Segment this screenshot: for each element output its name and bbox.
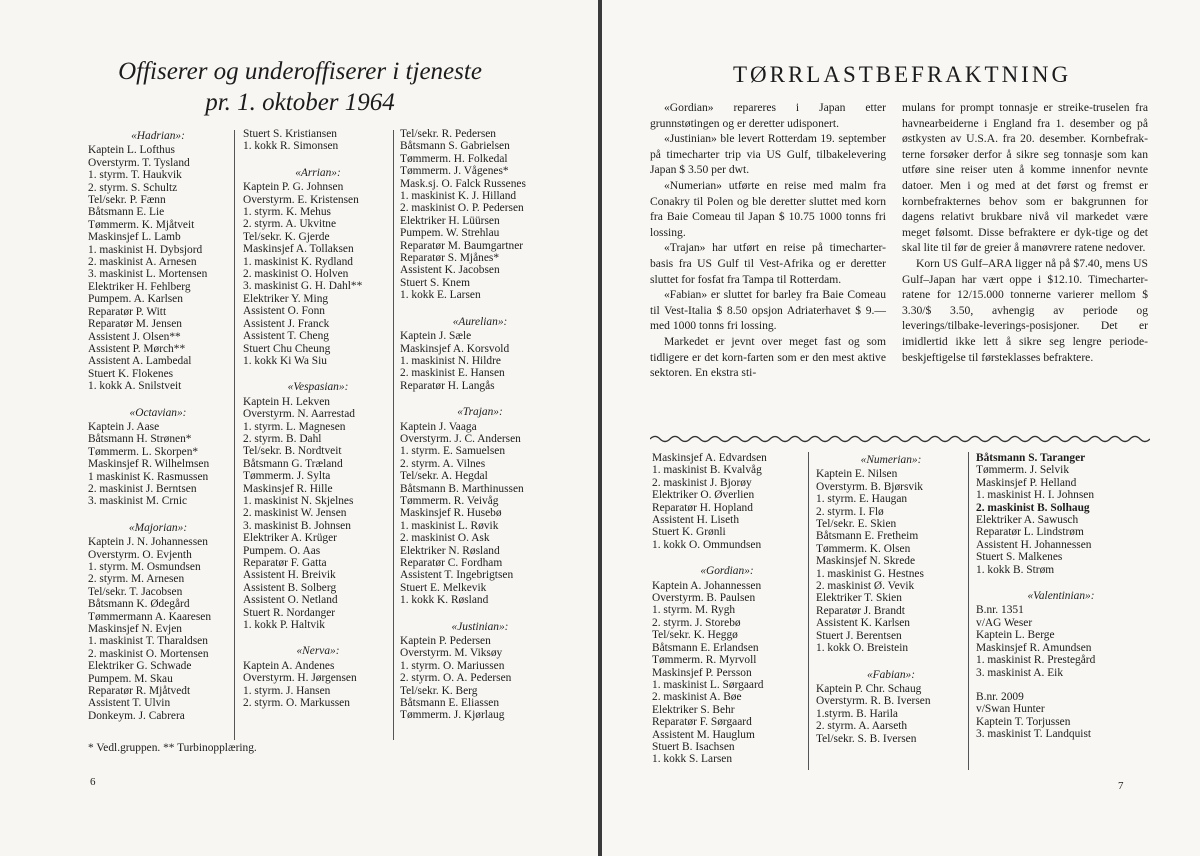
- crew-entry: Tel/sekr. K. Berg: [400, 684, 478, 697]
- crew-entry: Assistent T. Ingebrigtsen: [400, 569, 514, 582]
- crew-entry: Donkeym. J. Cabrera: [88, 709, 185, 722]
- crew-entry: Pumpem. O. Aas: [243, 544, 321, 557]
- crew-entry: 2. maskinist E. Hansen: [400, 367, 505, 380]
- article-column-1: [650, 100, 886, 381]
- crew-entry: 1. kokk Ki Wa Siu: [243, 354, 327, 367]
- article-paragraph: Markedet er jevnt over meget fast og som tidligere er det korn-farten som er den mest aktive sektoren. En ekstra sti-: [650, 334, 886, 380]
- crew-entry: Assistent K. Jacobsen: [400, 264, 500, 277]
- ship-heading: «Hadrian»:: [131, 130, 185, 142]
- page-title-left: [60, 56, 540, 118]
- crew-entry: 3. maskinist T. Landquist: [976, 728, 1092, 741]
- ship-heading: «Gordian»:: [700, 565, 754, 578]
- article-paragraph: «Justinian» ble levert Rotterdam 19. september på timecharter trip via US Gulf, tilbakelevering Japan $ 3.50 per dwt.: [650, 132, 886, 177]
- crew-entry: Maskinsjef N. Evjen: [88, 623, 182, 636]
- column-divider: [234, 130, 235, 740]
- ship-heading: «Octavian»:: [129, 406, 187, 419]
- crew-entry: 1. styrm. O. Mariussen: [400, 659, 505, 672]
- crew-entry: 2. styrm. O. Markussen: [243, 697, 350, 710]
- crew-entry: 1. kokk K. Røsland: [400, 594, 489, 607]
- crew-entry: 1. styrm. J. Hansen: [243, 684, 331, 697]
- column-divider: [968, 452, 969, 770]
- crew-entry: 2. styrm. M. Arnesen: [88, 573, 185, 586]
- crew-entry: Overstyrm. E. Kristensen: [243, 193, 359, 206]
- crew-entry: Maskinsjef A. Edvardsen: [652, 452, 767, 464]
- article-paragraph: «Numerian» utførte en reise med malm fra Conakry til Polen og ble deretter sluttet med korn fra Baie Comeau til Japan $ 10.75 1000 tonns fri lossing.: [650, 178, 886, 239]
- crew-entry: Tel/sekr. T. Jacobsen: [88, 585, 183, 598]
- crew-entry: Maskinsjef A. Korsvold: [400, 342, 510, 355]
- crew-entry: Overstyrm. O. Evjenth: [88, 548, 192, 561]
- spacer: [400, 607, 560, 619]
- crew-entry: Tømmerm. H. Folkedal: [400, 152, 508, 165]
- crew-entry: Kaptein H. Lekven: [243, 395, 330, 408]
- crew-entry: Maskinsjef P. Persson: [652, 666, 752, 679]
- crew-column-4: [652, 452, 802, 766]
- crew-entry: 2. maskinist A. Arnesen: [88, 256, 197, 269]
- crew-entry: 1. maskinist N. Hildre: [400, 354, 501, 367]
- crew-entry: Stuert S. Knem: [400, 276, 470, 289]
- crew-entry: Reparatør M. Baumgartner: [400, 239, 524, 252]
- crew-entry: 2. maskinist O. P. Pedersen: [400, 202, 524, 215]
- crew-entry: 1.styrm. B. Harila: [816, 707, 898, 720]
- crew-entry: Kaptein J. Aase: [88, 420, 160, 433]
- page-number-right: 7: [1118, 780, 1124, 792]
- crew-entry: 2. maskinist O. Holven: [243, 268, 349, 281]
- crew-entry: Kaptein P. G. Johnsen: [243, 181, 344, 194]
- spacer: [400, 392, 560, 404]
- crew-entry: Elektriker H. Lüürsen: [400, 214, 500, 227]
- ship-heading: «Numerian»:: [860, 454, 922, 466]
- crew-column-5: [816, 452, 966, 745]
- crew-entry: Tel/sekr. S. B. Iversen: [816, 732, 917, 745]
- crew-entry: Mask.sj. O. Falck Russenes: [400, 177, 526, 190]
- crew-entry: Assistent O. Netland: [243, 594, 338, 607]
- crew-entry: Stuert B. Isachsen: [652, 740, 735, 753]
- spacer: [976, 576, 1146, 588]
- crew-entry: Tel/sekr. K. Heggø: [652, 629, 738, 642]
- crew-entry: 1. kokk E. Larsen: [400, 289, 481, 302]
- crew-entry: Assistent A. Lambedal: [88, 355, 192, 368]
- crew-column-1: [88, 128, 228, 722]
- crew-entry: Tømmerm. R. Myrvoll: [652, 654, 757, 667]
- crew-entry: 1. maskinist L. Sørgaard: [652, 678, 764, 691]
- crew-entry: Elektriker S. Behr: [652, 703, 735, 716]
- crew-entry: 1. styrm. T. Haukvik: [88, 169, 182, 182]
- crew-entry: Båtsmann E. Lie: [88, 206, 165, 219]
- crew-entry: Elektriker G. Schwade: [88, 660, 192, 673]
- page-title-right: TØRRLASTBEFRAKTNING: [732, 62, 1072, 87]
- crew-entry: Maskinsjef R. Wilhelmsen: [88, 458, 210, 471]
- crew-entry: Reparatør F. Gatta: [243, 557, 327, 569]
- crew-entry: Tel/sekr. R. Pedersen: [400, 128, 497, 140]
- crew-entry: Tømmerm. K. Mjåtveit: [88, 218, 195, 231]
- spacer: [816, 655, 966, 667]
- crew-entry: Kaptein J. N. Johannessen: [88, 536, 208, 549]
- crew-entry: Maskinsjef R. Amundsen: [976, 641, 1092, 654]
- crew-entry: Tømmerm. L. Skorpen*: [88, 445, 199, 458]
- crew-entry: 2. maskinist J. Berntsen: [88, 482, 197, 495]
- crew-entry: 1. maskinist L. Røvik: [400, 519, 499, 532]
- crew-entry: Assistent H. Breivik: [243, 569, 336, 582]
- ship-heading: «Valentinian»:: [1027, 590, 1095, 603]
- crew-entry: 1. maskinist T. Tharaldsen: [88, 635, 208, 648]
- crew-entry: Assistent H. Johannessen: [976, 538, 1092, 551]
- crew-entry: Tømmerm. J. Kjørlaug: [400, 709, 505, 722]
- crew-entry: Overstyrm. N. Aarrestad: [243, 408, 355, 421]
- crew-entry: Assistent O. Fonn: [243, 305, 325, 318]
- crew-entry: v/AG Weser: [976, 616, 1033, 629]
- page-number-left: 6: [90, 776, 96, 788]
- crew-entry: 2. styrm. A. Ukvitne: [243, 218, 337, 231]
- crew-entry: Reparatør F. Sørgaard: [652, 716, 752, 729]
- crew-entry: Kaptein E. Nilsen: [816, 468, 898, 481]
- crew-entry: Tel/sekr. K. Gjerde: [243, 230, 330, 243]
- crew-entry: 1. kokk B. Strøm: [976, 563, 1055, 576]
- crew-entry: Tømmerm. J. Vågenes*: [400, 165, 509, 178]
- crew-entry: B.nr. 1351: [976, 604, 1024, 617]
- crew-entry: 2. styrm. B. Dahl: [243, 432, 322, 445]
- crew-entry: Assistent H. Liseth: [652, 514, 740, 527]
- crew-entry: 1. maskinist N. Skjelnes: [243, 494, 354, 507]
- crew-entry: 1. styrm. E. Samuelsen: [400, 445, 506, 458]
- crew-entry: Stuert Chu Cheung: [243, 342, 331, 355]
- crew-entry: Reparatør H. Hopland: [652, 501, 753, 514]
- crew-column-3: [400, 128, 560, 722]
- crew-entry: 2. maskinist B. Solhaug: [976, 501, 1090, 514]
- crew-entry: 3. maskinist B. Johnsen: [243, 519, 351, 532]
- crew-entry: Kaptein L. Berge: [976, 629, 1055, 642]
- crew-entry: Tømmerm. R. Veivåg: [400, 494, 499, 507]
- crew-entry: Kaptein P. Chr. Schaug: [816, 682, 922, 695]
- crew-entry: 2. maskinist O. Ask: [400, 532, 490, 545]
- crew-entry: 1. maskinist B. Kvalvåg: [652, 464, 762, 477]
- crew-entry: 1. maskinist H. I. Johnsen: [976, 489, 1095, 502]
- crew-entry: 2. styrm. I. Flø: [816, 505, 884, 518]
- crew-entry: Maskinsjef N. Skrede: [816, 555, 916, 568]
- crew-entry: Maskinsjef L. Lamb: [88, 231, 181, 244]
- ship-heading: «Arrian»:: [295, 166, 341, 179]
- right-page: [602, 0, 1200, 856]
- crew-entry: 3. maskinist A. Eik: [976, 666, 1064, 679]
- footnote: * Vedl.gruppen. ** Turbinopplæring.: [88, 742, 257, 754]
- crew-entry: Elektriker H. Fehlberg: [88, 280, 191, 293]
- crew-entry: 2. styrm. S. Schultz: [88, 181, 178, 194]
- crew-entry: v/Swan Hunter: [976, 703, 1045, 716]
- crew-entry: Assistent J. Olsen**: [88, 330, 181, 343]
- crew-entry: Overstyrm. B. Bjørsvik: [816, 480, 923, 493]
- spacer: [243, 153, 393, 165]
- spacer: [976, 679, 1146, 691]
- ship-heading: «Vespasian»:: [287, 381, 349, 394]
- crew-entry: Reparatør H. Langås: [400, 379, 495, 392]
- crew-entry: 1. maskinist K. Rydland: [243, 255, 353, 268]
- crew-entry: Båtsmann E. Eliassen: [400, 697, 500, 710]
- crew-entry: Reparatør P. Witt: [88, 305, 167, 318]
- crew-entry: Kaptein A. Johannessen: [652, 579, 762, 592]
- crew-entry: Tel/sekr. A. Hegdal: [400, 470, 488, 483]
- column-divider: [808, 452, 809, 770]
- crew-entry: 1. kokk O. Ommundsen: [652, 538, 762, 551]
- crew-entry: Elektriker Y. Ming: [243, 292, 329, 305]
- crew-entry: 2. maskinist W. Jensen: [243, 507, 347, 520]
- crew-entry: Overstyrm. R. B. Iversen: [816, 695, 931, 708]
- crew-entry: 2. styrm. J. Storebø: [652, 616, 741, 629]
- crew-entry: Reparatør M. Jensen: [88, 318, 182, 331]
- crew-entry: Båtsmann G. Træland: [243, 457, 343, 470]
- crew-entry: Båtsmann S. Taranger: [976, 452, 1086, 464]
- crew-entry: 1. styrm. M. Osmundsen: [88, 561, 201, 573]
- crew-entry: Assistent T. Cheng: [243, 330, 329, 343]
- crew-entry: Elektriker N. Røsland: [400, 544, 500, 557]
- crew-entry: Overstyrm. T. Tysland: [88, 156, 190, 169]
- crew-entry: 1. maskinist H. Dybsjord: [88, 243, 203, 256]
- crew-entry: Maskinsjef A. Tollaksen: [243, 243, 354, 256]
- crew-entry: 1. kokk A. Snilstveit: [88, 380, 182, 393]
- ship-heading: «Justinian»:: [451, 620, 509, 633]
- crew-entry: Båtsmann E. Fretheim: [816, 530, 919, 543]
- crew-entry: 3. maskinist G. H. Dahl**: [243, 280, 363, 293]
- crew-entry: 2. maskinist A. Bøe: [652, 691, 742, 704]
- crew-entry: Kaptein A. Andenes: [243, 659, 335, 672]
- crew-entry: Båtsmann H. Strønen*: [88, 433, 192, 446]
- title-line-1: Offiserer og underoffiserer i tjeneste: [118, 58, 482, 85]
- crew-entry: Overstyrm. H. Jørgensen: [243, 672, 357, 685]
- crew-entry: Elektriker O. Øverlien: [652, 489, 755, 502]
- crew-entry: Tømmerm. J. Selvik: [976, 464, 1070, 477]
- article-paragraph: «Gordian» repareres i Japan etter grunnstøtingen og er deretter udisponert.: [650, 101, 886, 130]
- crew-column-6: [976, 452, 1146, 741]
- crew-entry: 1. maskinist K. J. Hilland: [400, 190, 517, 203]
- crew-entry: Pumpem. A. Karlsen: [88, 293, 183, 306]
- crew-entry: Kaptein L. Lofthus: [88, 144, 175, 157]
- crew-entry: Tømmerm. J. Sylta: [243, 470, 331, 483]
- crew-entry: 1. maskinist R. Prestegård: [976, 654, 1096, 667]
- article-paragraph: «Fabian» er sluttet for barley fra Baie Comeau til Vest-Italia $ 8.50 opsjon Adriaterhavet $ 9.— med 1000 tonns fri lossing.: [650, 288, 886, 333]
- crew-entry: 3. maskinist M. Crnic: [88, 495, 188, 508]
- crew-entry: Båtsmann B. Marthinussen: [400, 482, 524, 495]
- crew-entry: Elektriker A. Krüger: [243, 532, 337, 545]
- crew-entry: Reparatør L. Lindstrøm: [976, 526, 1084, 539]
- crew-entry: Elektriker A. Sawusch: [976, 514, 1079, 527]
- article-paragraph: «Trajan» har utført en reise på timecharter-basis fra US Gulf til Vest-Afrika og er deretter sluttet for fosfat fra Tampa til Rotterdam.: [650, 241, 886, 286]
- crew-entry: 3. maskinist L. Mortensen: [88, 268, 208, 281]
- crew-entry: Tømmermann A. Kaaresen: [88, 610, 212, 623]
- crew-entry: Kaptein J. Sæle: [400, 330, 472, 343]
- crew-entry: Tel/sekr. E. Skien: [816, 518, 897, 531]
- article-column-2: [902, 100, 1148, 365]
- crew-entry: Assistent P. Mørch**: [88, 342, 186, 355]
- crew-entry: 1. styrm. E. Haugan: [816, 493, 908, 506]
- ship-heading: «Nerva»:: [296, 645, 340, 658]
- crew-entry: Overstyrm. M. Viksøy: [400, 647, 503, 660]
- left-page: [0, 0, 598, 856]
- crew-entry: Tel/sekr. P. Fænn: [88, 194, 166, 207]
- crew-column-2: [243, 128, 393, 709]
- crew-entry: Reparatør R. Mjåtvedt: [88, 685, 191, 698]
- crew-entry: Kaptein J. Vaaga: [400, 420, 477, 433]
- crew-entry: 2. styrm. O. A. Pedersen: [400, 672, 512, 685]
- article-paragraph: mulans for prompt tonnasje er streike-truselen fra havnearbeiderne i England fra 1. desember og på østkysten av U.S.A. fra 20. desember. Kornbefrak-terne forsøker derfor å sikre seg tonnasje som kan utføre sine reiser uten å komme innenfor nevnte datoer. Men i og med at det først og fremst er kornbefrakternes behov som er bakgrunnen for dagens relativt brukbare nivå vil markedet være meget følsomt. Disse befraktere er dyk-tige og det skal lite til før de greier å manøvrere ratene nedover.: [902, 101, 1148, 255]
- crew-entry: 1. styrm. L. Magnesen: [243, 420, 346, 433]
- crew-entry: Maskinsjef R. Husebø: [400, 507, 502, 520]
- crew-entry: Assistent M. Hauglum: [652, 728, 755, 741]
- crew-entry: Stuert S. Kristiansen: [243, 128, 337, 140]
- crew-entry: B.nr. 2009: [976, 690, 1024, 703]
- spacer: [400, 302, 560, 314]
- spacer: [652, 551, 802, 563]
- crew-entry: Assistent B. Solberg: [243, 581, 337, 594]
- crew-entry: 1. kokk O. Breistein: [816, 642, 909, 655]
- spacer: [243, 367, 393, 379]
- crew-entry: 1. kokk P. Haltvik: [243, 619, 325, 632]
- crew-entry: 2. styrm. A. Vilnes: [400, 457, 486, 470]
- ship-heading: «Fabian»:: [866, 668, 916, 681]
- column-divider: [393, 130, 394, 740]
- crew-entry: Overstyrm. B. Paulsen: [652, 592, 756, 605]
- crew-entry: Tel/sekr. B. Nordtveit: [243, 445, 342, 458]
- spacer: [88, 393, 228, 405]
- ship-heading: «Trajan»:: [457, 406, 503, 419]
- crew-entry: Stuert K. Grønli: [652, 526, 726, 539]
- crew-entry: Båtsmann K. Ødegård: [88, 598, 190, 611]
- crew-entry: Reparatør J. Brandt: [816, 604, 905, 617]
- crew-entry: 1. kokk R. Simonsen: [243, 140, 339, 153]
- spacer: [88, 508, 228, 520]
- ship-heading: «Aurelian»:: [452, 315, 508, 328]
- crew-entry: 2. maskinist J. Bjorøy: [652, 476, 752, 489]
- crew-entry: Assistent J. Franck: [243, 317, 330, 330]
- crew-entry: 2. maskinist O. Mortensen: [88, 647, 209, 660]
- crew-entry: Kaptein T. Torjussen: [976, 715, 1071, 728]
- crew-entry: Stuert J. Berentsen: [816, 629, 902, 642]
- crew-entry: Elektriker T. Skien: [816, 592, 902, 605]
- article-paragraph: Korn US Gulf–ARA ligger nå på $7.40, mens US Gulf–Japan har vært oppe i $12.10. Timecharter-ratene for 12/15.000 tonnerne varierer mellom $ 3.30/$ 3.50, avhengig av periode og leverings/tilbake-leverings-posisjoner. Det er imidlertid ikke lett å sikre seg lengre periode-beskjeftigelse til førsteklasses befraktere.: [902, 256, 1148, 364]
- crew-entry: Maskinsjef P. Helland: [976, 476, 1077, 489]
- crew-entry: Kaptein P. Pedersen: [400, 635, 491, 648]
- crew-entry: 1. kokk S. Larsen: [652, 753, 733, 766]
- crew-entry: Stuert E. Melkevik: [400, 581, 487, 594]
- crew-entry: 2. styrm. A. Aarseth: [816, 720, 908, 733]
- spacer: [243, 631, 393, 643]
- crew-entry: 2. maskinist Ø. Vevik: [816, 580, 915, 593]
- crew-entry: Stuert S. Malkenes: [976, 551, 1063, 564]
- ship-heading: «Majorian»:: [128, 521, 188, 534]
- crew-entry: 1. styrm. M. Rygh: [652, 604, 736, 617]
- crew-entry: Båtsmann E. Erlandsen: [652, 641, 759, 654]
- wavy-divider: [650, 432, 1150, 446]
- crew-entry: Reparatør S. Mjånes*: [400, 252, 500, 265]
- crew-entry: Båtsmann S. Gabrielsen: [400, 140, 510, 153]
- crew-entry: Pumpem. M. Skau: [88, 672, 173, 685]
- crew-entry: 1 maskinist K. Rasmussen: [88, 470, 209, 483]
- crew-entry: Pumpem. W. Strehlau: [400, 227, 500, 240]
- crew-entry: 1. maskinist G. Hestnes: [816, 567, 924, 580]
- crew-entry: Tømmerm. K. Olsen: [816, 542, 911, 555]
- crew-entry: Stuert R. Nordanger: [243, 606, 336, 619]
- crew-entry: Assistent K. Karlsen: [816, 617, 910, 630]
- crew-entry: Reparatør C. Fordham: [400, 557, 503, 569]
- crew-entry: Assistent T. Ulvin: [88, 697, 171, 710]
- title-line-2: pr. 1. oktober 1964: [205, 89, 395, 116]
- crew-entry: Maskinsjef R. Hille: [243, 482, 333, 495]
- crew-entry: 1. styrm. K. Mehus: [243, 206, 331, 219]
- crew-entry: Stuert K. Flokenes: [88, 367, 174, 380]
- crew-entry: Overstyrm. J. C. Andersen: [400, 432, 521, 445]
